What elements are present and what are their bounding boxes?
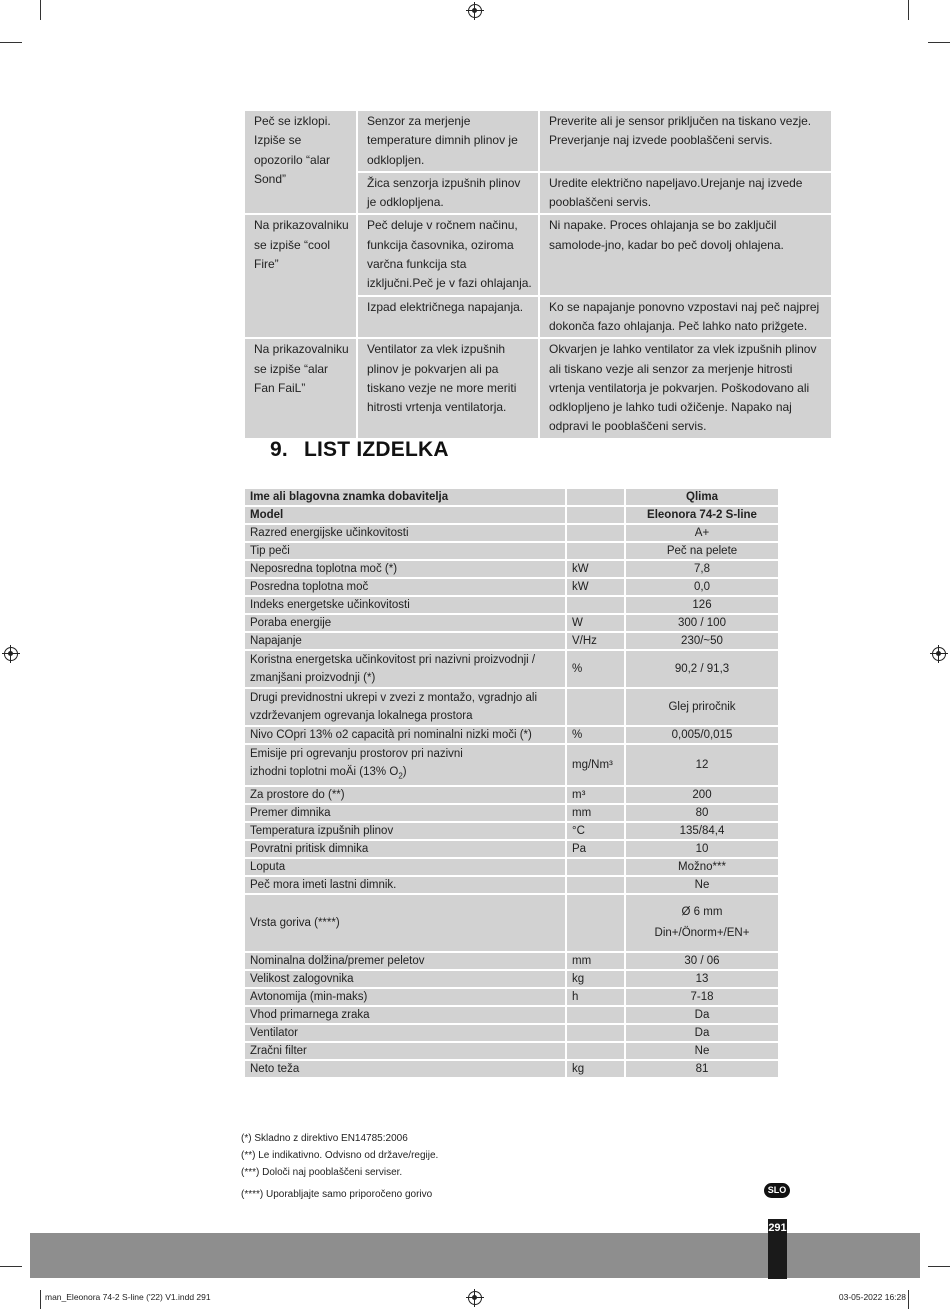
row-value: 90,2 / 91,3	[625, 650, 779, 688]
row-label: Napajanje	[244, 632, 566, 650]
table-row	[244, 1060, 779, 1078]
crop-mark	[928, 1266, 950, 1267]
table-row	[244, 542, 779, 560]
row-unit: mm	[566, 804, 625, 822]
solution-cell: Preverite ali je sensor priključen na tiskano vezje. Preverjanje naj izvede pooblaščeni servis.	[539, 110, 832, 172]
row-unit	[566, 688, 625, 726]
row-label-end: )	[402, 766, 407, 778]
row-label: Temperatura izpušnih plinov	[244, 822, 566, 840]
table-row	[244, 970, 779, 988]
row-unit	[566, 596, 625, 614]
row-label: Avtonomija (min-maks)	[244, 988, 566, 1006]
row-value: 200	[625, 786, 779, 804]
row-value: 13	[625, 970, 779, 988]
table-row	[244, 840, 779, 858]
section-heading	[270, 438, 449, 462]
registration-mark-icon	[468, 4, 482, 18]
row-value: Ne	[625, 876, 779, 894]
row-unit: V/Hz	[566, 632, 625, 650]
crop-mark	[0, 1266, 22, 1267]
table-row	[244, 110, 832, 172]
table-row	[244, 804, 779, 822]
row-value: 0,005/0,015	[625, 726, 779, 744]
table-row	[244, 894, 779, 952]
row-unit	[566, 894, 625, 952]
table-row	[244, 1006, 779, 1024]
table-row	[244, 786, 779, 804]
row-value: 230/~50	[625, 632, 779, 650]
product-sheet-table	[243, 487, 780, 1079]
row-value: Ne	[625, 1042, 779, 1060]
row-label: Poraba energije	[244, 614, 566, 632]
row-label: Neto teža	[244, 1060, 566, 1078]
row-label: Indeks energetske učinkovitosti	[244, 596, 566, 614]
cause-cell: Ventilator za vlek izpušnih plinov je pokvarjen ali pa tiskano vezje ne more meriti hitrosti vrtenja ventilatorja.	[357, 338, 539, 438]
table-row	[244, 744, 779, 786]
crop-mark	[908, 0, 909, 20]
row-label: Nominalna dolžina/premer peletov	[244, 952, 566, 970]
footnote: (*) Skladno z direktivo EN14785:2006	[241, 1133, 408, 1144]
row-value: 7,8	[625, 560, 779, 578]
row-unit	[566, 506, 625, 524]
row-unit: kW	[566, 560, 625, 578]
display-cell: Na prikazovalniku se izpiše “cool Fire”	[244, 214, 357, 338]
crop-mark	[928, 42, 950, 43]
row-label: Vrsta goriva (****)	[244, 894, 566, 952]
section-title: LIST IZDELKA	[304, 438, 449, 461]
row-value-line: Ø 6 mm	[681, 906, 723, 919]
cause-cell: Peč deluje v ročnem načinu, funkcija časovnika, oziroma varčna funkcija sta izključni.Peč je v fazi ohlajanja.	[357, 214, 539, 295]
row-value: 135/84,4	[625, 822, 779, 840]
row-unit: kW	[566, 578, 625, 596]
row-label: Razred energijske učinkovitosti	[244, 524, 566, 542]
row-unit	[566, 542, 625, 560]
row-unit: W	[566, 614, 625, 632]
footnote: (***) Določi naj pooblaščeni serviser.	[241, 1167, 403, 1178]
row-label: Povratni pritisk dimnika	[244, 840, 566, 858]
row-value: Peč na pelete	[625, 542, 779, 560]
row-value	[625, 894, 779, 952]
row-label	[244, 744, 566, 786]
row-unit	[566, 858, 625, 876]
table-row	[244, 614, 779, 632]
section-number: 9.	[270, 438, 288, 461]
cause-cell: Izpad električnega napajanja.	[357, 296, 539, 339]
row-label: Tip peči	[244, 542, 566, 560]
table-row	[244, 214, 832, 295]
display-cell: Peč se izklopi. Izpiše se opozorilo “alar Sond”	[244, 110, 357, 214]
row-label: Vhod primarnega zraka	[244, 1006, 566, 1024]
table-row	[244, 506, 779, 524]
row-label: Nivo COpri 13% o2 capacità pri nominalni nizki moči (*)	[244, 726, 566, 744]
row-label: Loputa	[244, 858, 566, 876]
row-unit: %	[566, 726, 625, 744]
table-row	[244, 688, 779, 726]
table-row	[244, 650, 779, 688]
table-row	[244, 338, 832, 438]
row-value: 12	[625, 744, 779, 786]
cause-cell: Žica senzorja izpušnih plinov je odklopljena.	[357, 172, 539, 215]
row-value: Da	[625, 1024, 779, 1042]
solution-cell: Ko se napajanje ponovno vzpostavi naj peč najprej dokonča fazo ohlajanja. Peč lahko nato prižgete.	[539, 296, 832, 339]
table-row	[244, 876, 779, 894]
footnote: (**) Le indikativno. Odvisno od države/regije.	[241, 1150, 439, 1161]
row-unit: h	[566, 988, 625, 1006]
row-label: Model	[244, 506, 566, 524]
row-label: Za prostore do (**)	[244, 786, 566, 804]
row-value: Glej priročnik	[625, 688, 779, 726]
row-label: Neposredna toplotna moč (*)	[244, 560, 566, 578]
table-row	[244, 524, 779, 542]
row-value: 0,0	[625, 578, 779, 596]
solution-cell: Okvarjen je lahko ventilator za vlek izpušnih plinov ali tiskano vezje ali senzor za merjenje hitrosti vrtenja ventilatorja je pokvarjen. Poškodovano ali odklopljeno je lahko tudi ožičenje. Napako naj odpravi le pooblaščeni servis.	[539, 338, 832, 438]
table-row	[244, 632, 779, 650]
row-label-line: Emisije pri ogrevanju prostorov pri nazivni	[250, 748, 463, 760]
table-row	[244, 560, 779, 578]
row-label: Posredna toplotna moč	[244, 578, 566, 596]
row-unit: kg	[566, 970, 625, 988]
table-row	[244, 578, 779, 596]
table-row	[244, 858, 779, 876]
row-value: Eleonora 74-2 S-line	[625, 506, 779, 524]
row-label: Velikost zalogovnika	[244, 970, 566, 988]
table-row	[244, 488, 779, 506]
row-value: A+	[625, 524, 779, 542]
row-unit: Pa	[566, 840, 625, 858]
cause-cell: Senzor za merjenje temperature dimnih plinov je odklopljen.	[357, 110, 539, 172]
row-value: 81	[625, 1060, 779, 1078]
row-unit: mm	[566, 952, 625, 970]
table-row	[244, 822, 779, 840]
row-unit	[566, 1024, 625, 1042]
page-number: 291	[768, 1219, 787, 1279]
row-unit	[566, 524, 625, 542]
footnote: (****) Uporabljajte samo priporočeno gorivo	[241, 1189, 433, 1200]
table-row	[244, 596, 779, 614]
troubleshooting-table	[243, 109, 833, 440]
row-value: 80	[625, 804, 779, 822]
crop-mark	[40, 1290, 41, 1309]
crop-mark	[0, 42, 22, 43]
row-label: Premer dimnika	[244, 804, 566, 822]
row-value-line: Din+/Önorm+/EN+	[654, 927, 750, 940]
row-unit: mg/Nm³	[566, 744, 625, 786]
table-row	[244, 1024, 779, 1042]
row-unit: °C	[566, 822, 625, 840]
row-label: Drugi previdnostni ukrepi v zvezi z montažo, vgradnjo ali vzdrževanjem ogrevanja lokalnega prostora	[244, 688, 566, 726]
row-label: Zračni filter	[244, 1042, 566, 1060]
row-unit: kg	[566, 1060, 625, 1078]
table-row	[244, 726, 779, 744]
solution-cell: Uredite električno napeljavo.Urejanje naj izvede pooblaščeni servis.	[539, 172, 832, 215]
row-label: Peč mora imeti lastni dimnik.	[244, 876, 566, 894]
row-unit: m³	[566, 786, 625, 804]
row-value: 7-18	[625, 988, 779, 1006]
registration-mark-icon	[4, 647, 18, 661]
table-row	[244, 1042, 779, 1060]
row-value: 300 / 100	[625, 614, 779, 632]
slug-date: 03-05-2022 16:28	[838, 1292, 906, 1302]
row-unit	[566, 488, 625, 506]
registration-mark-icon	[468, 1291, 482, 1305]
solution-cell: Ni napake. Proces ohlajanja se bo zaključil samolode-jno, kadar bo peč dovolj ohlajena.	[539, 214, 832, 295]
row-value: 126	[625, 596, 779, 614]
row-value: 10	[625, 840, 779, 858]
crop-mark	[40, 0, 41, 20]
row-value: Da	[625, 1006, 779, 1024]
row-value: 30 / 06	[625, 952, 779, 970]
subscript: 2	[398, 771, 403, 781]
row-label: Ventilator	[244, 1024, 566, 1042]
crop-mark	[908, 1290, 909, 1309]
table-row	[244, 952, 779, 970]
language-badge: SLO	[764, 1183, 790, 1198]
row-label: Koristna energetska učinkovitost pri nazivni proizvodnji / zmanjšani proizvodnji (*)	[244, 650, 566, 688]
slug-file: man_Eleonora 74-2 S-line ('22) V1.indd 291	[45, 1292, 211, 1302]
footnotes	[241, 1130, 438, 1203]
row-value: Qlima	[625, 488, 779, 506]
row-unit: %	[566, 650, 625, 688]
row-label: Ime ali blagovna znamka dobavitelja	[244, 488, 566, 506]
row-unit	[566, 1042, 625, 1060]
row-value: Možno***	[625, 858, 779, 876]
table-row	[244, 988, 779, 1006]
row-label-line: izhodni toplotni moÄi (13% O	[250, 766, 399, 778]
registration-mark-icon	[932, 647, 946, 661]
display-cell: Na prikazovalniku se izpiše “alar Fan FaiL”	[244, 338, 357, 438]
row-unit	[566, 1006, 625, 1024]
row-unit	[566, 876, 625, 894]
